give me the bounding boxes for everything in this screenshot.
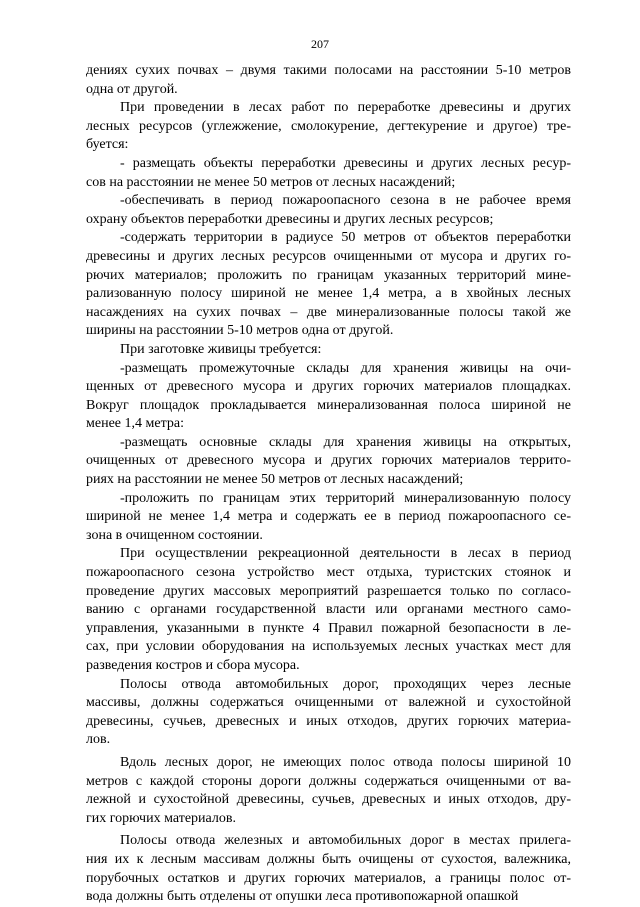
- text-line: рализованную полосу шириной не менее 1,4 метра, а в хвойных лесных: [86, 286, 571, 302]
- text-line: вода должны быть отделены от опушки леса противопожарной опашкой: [86, 889, 519, 905]
- text-line: менее 1,4 метра:: [86, 416, 184, 432]
- text-line: древесины, сучьев, древесных и иных отходов, других горючих материа-: [86, 713, 571, 729]
- paragraph: [86, 360, 571, 434]
- text-line: -содержать территории в радиусе 50 метров от объектов переработки: [120, 230, 571, 246]
- text-line: Полосы отвода автомобильных дорог, проходящих через лесные: [120, 676, 571, 692]
- text-line: -размещать промежуточные склады для хранения живицы на очи-: [120, 360, 571, 376]
- text-line: зона в очищенном состоянии.: [86, 527, 263, 543]
- paragraph: [86, 192, 571, 229]
- text-line: лов.: [86, 732, 111, 748]
- text-line: гих горючих материалов.: [86, 810, 236, 826]
- text-line: порубочных остатков и других горючих материалов, а границы полос от-: [86, 870, 571, 886]
- text-line: шириной не менее 1,4 метра и содержать ее в период пожароопасного се-: [86, 509, 571, 525]
- text-line: пожароопасного сезона устройство мест отдыха, туристских стоянок и: [86, 565, 571, 581]
- text-line: метров с каждой стороны дороги должны содержаться очищенными от ва-: [86, 773, 571, 789]
- document-body: [86, 62, 571, 907]
- text-line: ширины на расстоянии 5-10 метров одна от другой.: [86, 323, 394, 339]
- text-line: лежной и сухостойной древесины, сучьев, древесных и иных отходов, дру-: [86, 792, 571, 808]
- text-line: ванию с органами государственной власти или органами местного само-: [86, 602, 571, 618]
- text-line: проведение других массовых мероприятий разрешается только по согласо-: [86, 583, 571, 599]
- paragraph: [86, 99, 571, 155]
- text-line: массивы, должны содержаться очищенными от валежной и сухостойной: [86, 695, 571, 711]
- text-line: сов на расстоянии не менее 50 метров от лесных насаждений;: [86, 174, 456, 190]
- paragraph: [86, 155, 571, 192]
- text-line: управления, указанными в пункте 4 Правил пожарной безопасности в ле-: [86, 620, 571, 636]
- text-line: насаждениях на сухих почвах – две минерализованные полосы такой же: [86, 304, 571, 320]
- text-line: При осуществлении рекреационной деятельности в лесах в период: [120, 546, 571, 562]
- text-line: одна от другой.: [86, 81, 178, 97]
- text-line: рючих материалов; проложить по границам указанных территорий мине-: [86, 267, 571, 283]
- text-line: очищенных от древесного мусора и других горючих материалов террито-: [86, 453, 571, 469]
- text-line: При проведении в лесах работ по переработке древесины и других: [120, 100, 571, 116]
- text-line: Полосы отвода железных и автомобильных дорог в местах прилега-: [120, 833, 571, 849]
- text-line: -размещать основные склады для хранения живицы на открытых,: [120, 434, 571, 450]
- text-line: -проложить по границам этих территорий минерализованную полосу: [120, 490, 571, 506]
- text-line: -обеспечивать в период пожароопасного сезона в не рабочее время: [120, 193, 571, 209]
- text-line: Вокруг площадок прокладывается минерализованная полоса шириной не: [86, 397, 571, 413]
- paragraph: [86, 832, 571, 906]
- page-number: 207: [311, 37, 329, 51]
- paragraph: [86, 62, 571, 99]
- text-line: риях на расстоянии не менее 50 метров от лесных насаждений;: [86, 472, 464, 488]
- paragraph: [86, 490, 571, 546]
- text-line: Вдоль лесных дорог, не имеющих полос отвода полосы шириной 10: [120, 754, 571, 770]
- text-line: древесины и других лесных ресурсов очищенными от мусора и других го-: [86, 248, 571, 264]
- text-line: - размещать объекты переработки древесины и других лесных ресур-: [120, 155, 571, 171]
- text-line: лесных ресурсов (углежжение, смолокурение, дегтекурение и другое) тре-: [86, 118, 571, 134]
- text-line: разведения костров и сбора мусора.: [86, 658, 300, 673]
- paragraph: [86, 341, 571, 360]
- text-line: охрану объектов переработки древесины и других лесных ресурсов;: [86, 211, 494, 227]
- paragraph: [86, 676, 571, 750]
- text-line: щенных от древесного мусора и других горючих материалов площадках.: [86, 379, 571, 395]
- paragraph: [86, 754, 571, 828]
- text-line: буется:: [86, 137, 129, 153]
- paragraph: [86, 434, 571, 490]
- text-line: дениях сухих почвах – двумя такими полосами на расстоянии 5-10 метров: [86, 63, 571, 78]
- paragraph: [86, 229, 571, 341]
- text-line: При заготовке живицы требуется:: [120, 341, 322, 357]
- paragraph: [86, 545, 571, 675]
- text-line: ния их к лесным массивам должны быть очищены от сухостоя, валежника,: [86, 851, 571, 867]
- text-line: сах, при условии оборудования на используемых лесных участках мест для: [86, 639, 571, 655]
